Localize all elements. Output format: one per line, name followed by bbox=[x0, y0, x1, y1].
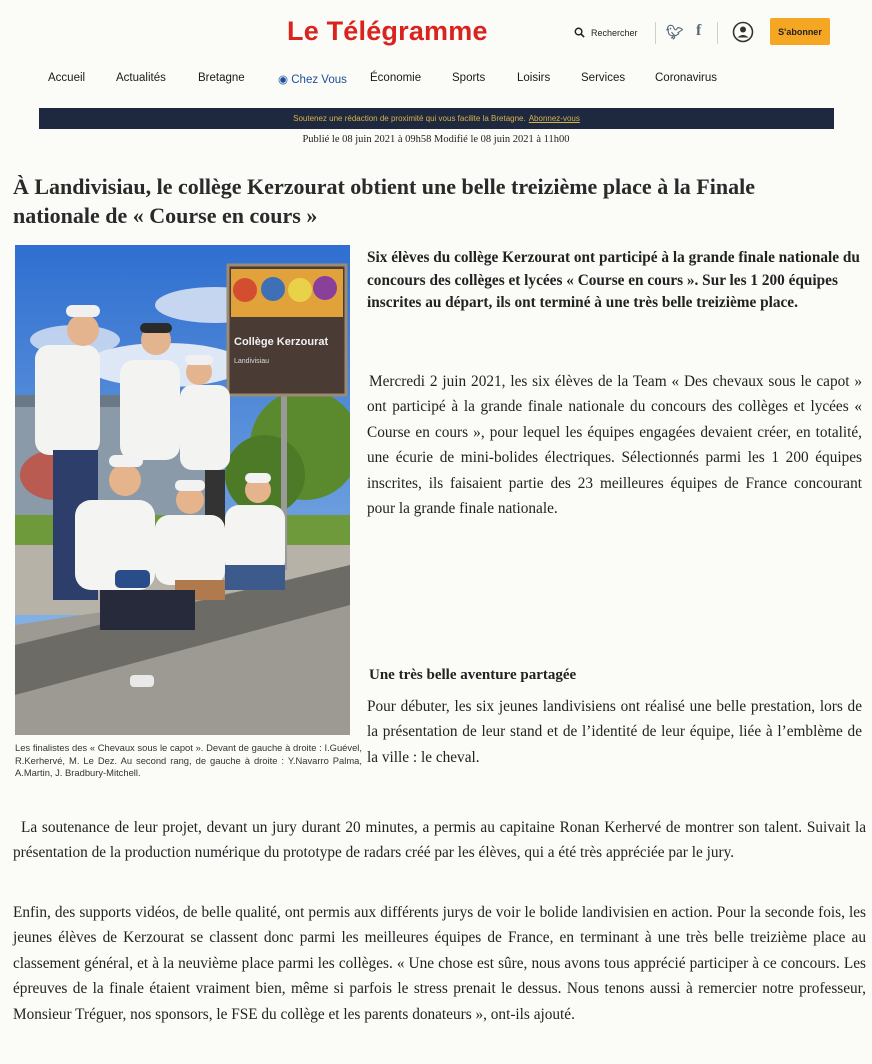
article-paragraph-4: Enfin, des supports vidéos, de belle qualité, ont permis aux différents jurys de voir le bolide landivisien en action. Pour la seconde fois, les jeunes élèves de Kerzourat se classent donc parmi les meilleures équipes de France, en terminant à une très belle treizième place au classement général, et à la neuvième place parmi les collèges. « Une chose est sûre, nous avons tous apprécié participer à ce concours. Les épreuves de la finale étaient vraiment bien, même si parfois le stress prenait le dessus. Nous tenons aussi à remercier notre professeur, Monsieur Tréguer, nos sponsors, le FSE du collège et les parents donateurs », ont-ils ajouté. bbox=[13, 904, 866, 1023]
search-icon bbox=[574, 27, 585, 38]
article-subheading: Une très belle aventure partagée bbox=[369, 667, 577, 683]
banner-text: Soutenez une rédaction de proximité qui vous facilite la Bretagne. bbox=[293, 114, 526, 123]
photo-caption: Les finalistes des « Chevaux sous le capot ». Devant de gauche à droite : I.Guével, R.Kerhervé, M. Le Dez. Au second rang, de gauche à droite : Y.Navarro Palma, A.Martin, J. Bradbury-Mitchell. bbox=[15, 742, 362, 778]
nav-item-bretagne[interactable]: Bretagne bbox=[198, 72, 245, 84]
photo-sign-title: Collège Kerzourat bbox=[234, 336, 329, 348]
article-photo bbox=[15, 245, 350, 735]
nav-item-coronavirus[interactable]: Coronavirus bbox=[655, 72, 717, 84]
header-divider bbox=[655, 22, 656, 44]
nav-item-services[interactable]: Services bbox=[581, 72, 626, 84]
banner-subscribe-link[interactable]: Abonnez-vous bbox=[528, 114, 580, 123]
nav-item-loisirs[interactable]: Loisirs bbox=[517, 72, 551, 84]
twitter-icon[interactable]: 🐦︎ bbox=[666, 24, 684, 40]
nav-item-economie[interactable]: Économie bbox=[370, 72, 422, 84]
main-nav bbox=[0, 72, 872, 92]
facebook-icon[interactable]: f bbox=[696, 22, 702, 39]
search-label: Rechercher bbox=[591, 27, 638, 38]
article-lead: Six élèves du collège Kerzourat ont participé à la grande finale nationale du concours des collèges et lycées « Course en cours ». Sur les 1 200 équipes inscrites au départ, ils ont terminé à une très belle treizième place. bbox=[367, 249, 860, 312]
article-paragraph-3: La soutenance de leur projet, devant un jury durant 20 minutes, a permis au capitaine Ronan Kerhervé de montrer son talent. Suivait la présentation de la production numérique du prototype de radars créé par les élèves, qui a été très appréciée par le jury. bbox=[13, 819, 866, 862]
subscription-banner bbox=[39, 108, 834, 129]
location-pin-icon: ◉ bbox=[278, 74, 289, 86]
nav-item-chez-vous-label: Chez Vous bbox=[291, 74, 347, 86]
publication-dates: Publié le 08 juin 2021 à 09h58 Modifié le 08 juin 2021 à 11h00 bbox=[302, 134, 570, 145]
nav-item-actualites[interactable]: Actualités bbox=[116, 72, 166, 84]
nav-item-accueil[interactable]: Accueil bbox=[48, 72, 86, 84]
site-logo[interactable]: Le Télégramme bbox=[287, 16, 488, 46]
header-divider bbox=[717, 22, 718, 44]
article-title: À Landivisiau, le collège Kerzourat obtient une belle treizième place à la Finale nationale de « Course en cours » bbox=[13, 174, 755, 228]
article-paragraph-2: Pour débuter, les six jeunes landivisiens ont réalisé une belle prestation, lors de la présentation de leur stand et de l’identité de leur équipe, liée à l’emblème de la ville : le cheval. bbox=[367, 698, 862, 766]
subscribe-button[interactable]: S'abonner bbox=[770, 18, 830, 45]
nav-item-sports[interactable]: Sports bbox=[452, 72, 486, 84]
article-paragraph-1: Mercredi 2 juin 2021, les six élèves de la Team « Des chevaux sous le capot » ont participé à la grande finale nationale du concours des collèges et lycées « Course en cours », pour lequel les équipes engagées devaient créer, en totalité, une écurie de mini-bolides électriques. Sélectionnés parmi les 1 200 équipes inscrites, ils faisaient partie des 23 meilleures équipes de France concourant pour la grande finale nationale. bbox=[367, 373, 862, 518]
photo-sign-subtitle: Landivisiau bbox=[234, 358, 270, 365]
nav-item-chez-vous[interactable] bbox=[278, 72, 347, 86]
account-icon[interactable] bbox=[732, 21, 754, 48]
search-button[interactable] bbox=[574, 27, 638, 38]
